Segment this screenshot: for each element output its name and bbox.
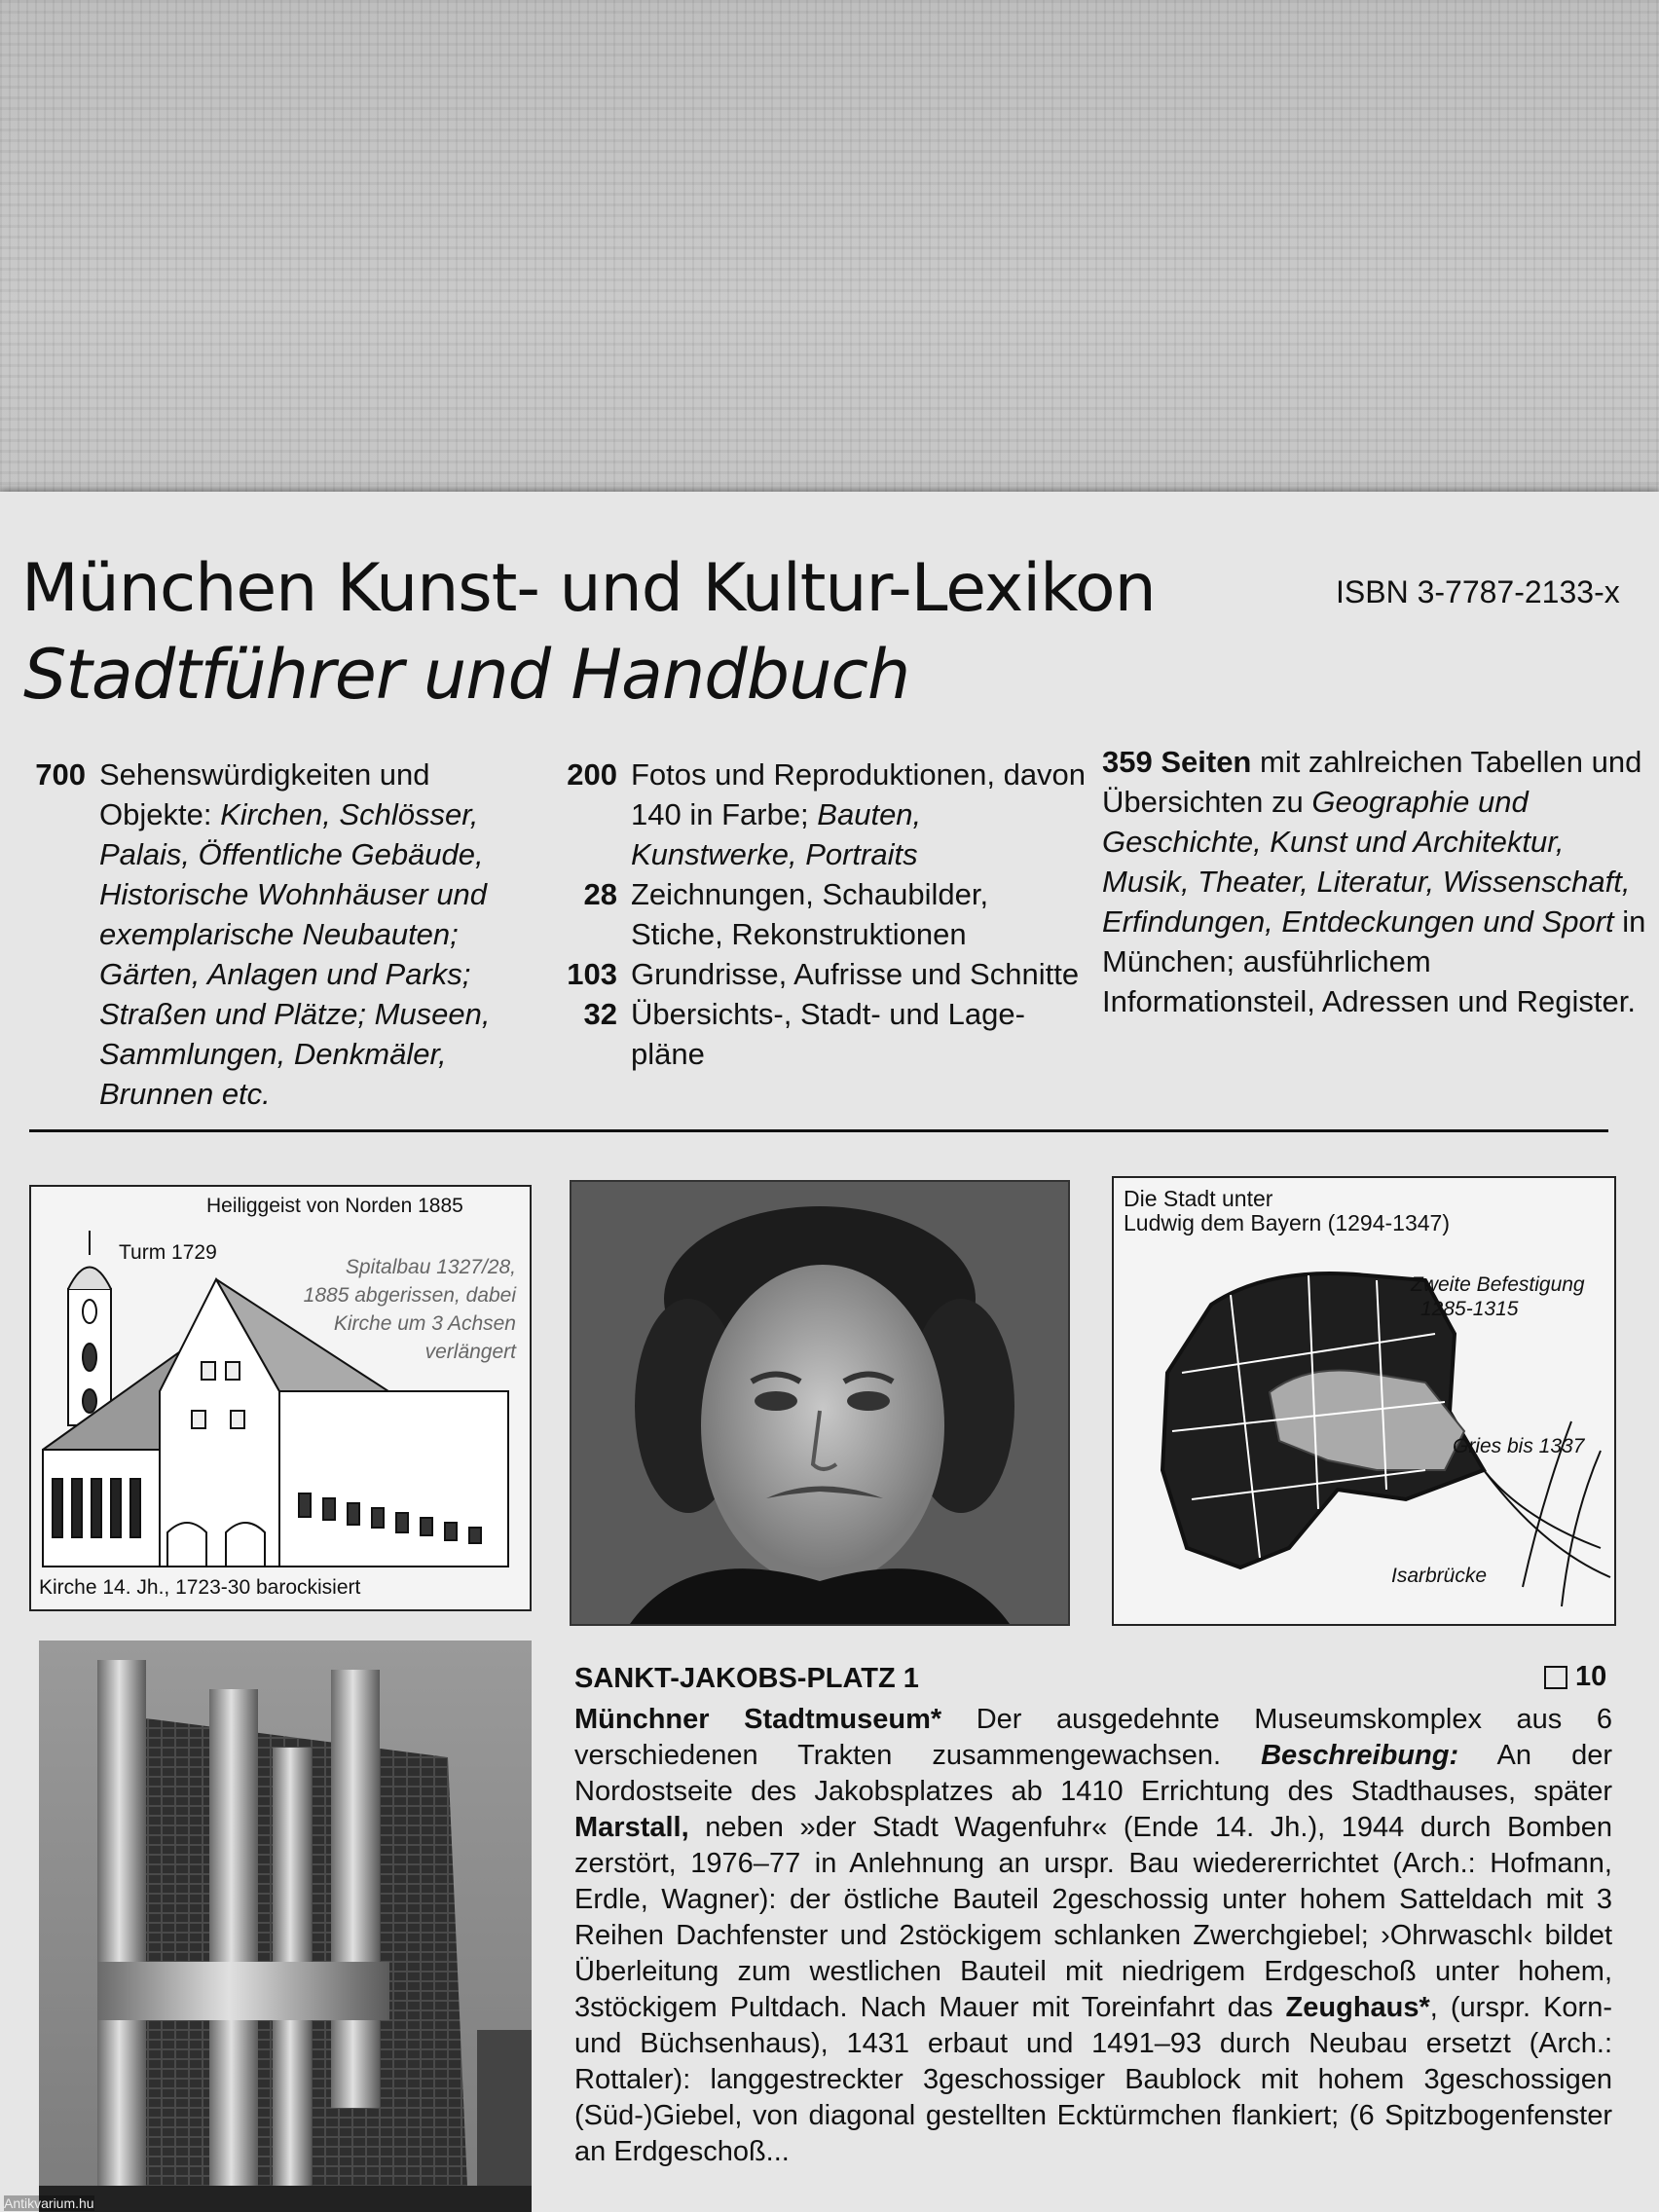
entry-marstall: Marstall, — [574, 1812, 689, 1843]
background-texture — [0, 0, 1659, 506]
feature-text: Grundrisse, Aufrisse und Schnitte — [631, 957, 1080, 991]
drawing-note-line: 1885 abgerissen, dabei — [303, 1284, 516, 1307]
feature-text: Übersichts-, Stadt- und Lage-pläne — [631, 997, 1025, 1071]
entry-text: , (urspr. Korn- und Büchsenhaus), 1431 erbaut und 1491–93 durch Neubau ersetzt (Arch.: Rottaler): langgestreckter 3geschossiger Baublock mit hohem 3geschossigen (Süd-)Giebel, von diagonal gestellten Ecktürmchen flankiert; (6 Spitzbogenfenster an Erdgeschoß... — [574, 1992, 1612, 2167]
drawing-note-line: Kirche um 3 Achsen — [333, 1312, 516, 1335]
entry-body — [574, 1702, 1612, 2170]
book-title: München Kunst- und Kultur-Lexikon — [21, 550, 1156, 627]
map-title: Ludwig dem Bayern (1294-1347) — [1124, 1210, 1450, 1235]
feature-count: 28 — [583, 877, 617, 911]
building-image — [39, 1641, 532, 2212]
feature-entry — [561, 994, 1087, 1074]
feature-text-plain: Sehenswürdigkeiten und Objekte: — [99, 757, 430, 831]
feature-count: 103 — [567, 957, 617, 991]
map-label-gries: Gries bis 1337 — [1453, 1435, 1585, 1457]
isbn: ISBN 3-7787-2133-x — [1336, 574, 1620, 609]
feature-text-italic: Geographie und Geschichte, Kunst und Architektur, Musik, Theater, Literatur, Wissenschaft, Erfindungen, Entdeckungen und Sport — [1102, 785, 1631, 939]
feature-text — [631, 755, 1087, 874]
portrait-image — [571, 1182, 1068, 1624]
drawing-caption-bottom: Kirche 14. Jh., 1723-30 barockisiert — [39, 1576, 361, 1599]
church-drawing — [31, 1187, 530, 1609]
drawing-label-tower: Turm 1729 — [119, 1241, 217, 1264]
entry-zeughaus: Zeughaus* — [1285, 1992, 1430, 2023]
drawing-title: Heiliggeist von Norden 1885 — [206, 1195, 463, 1217]
feature-column-1 — [21, 755, 547, 1114]
map-label-wall-years: 1285-1315 — [1420, 1298, 1519, 1320]
feature-count: 32 — [583, 997, 617, 1031]
feature-text-plain: Fotos und Reproduktionen, davon 140 in Farbe; — [631, 757, 1087, 831]
feature-column-2 — [561, 755, 1087, 1074]
checkbox-square-icon — [1544, 1666, 1567, 1689]
feature-column-3 — [1102, 742, 1647, 1021]
entry-address: SANKT-JAKOBS-PLATZ 1 — [574, 1663, 919, 1694]
city-map — [1114, 1178, 1614, 1624]
map-label-wall: Zweite Befestigung — [1411, 1273, 1585, 1296]
entry-number — [1544, 1661, 1606, 1693]
map-label-bridge: Isarbrücke — [1391, 1565, 1488, 1587]
page-count: 359 Seiten — [1102, 745, 1252, 779]
divider-rule — [29, 1129, 1608, 1132]
feature-entry — [21, 755, 547, 1114]
entry-text: Der ausgedehnte Museumskomplex aus 6 verschiedenen Trakten zusammengewachsen. — [574, 1704, 1612, 1771]
feature-text — [99, 755, 547, 1114]
drawing-note-line: verlängert — [424, 1341, 516, 1363]
book-subtitle: Stadtführer und Handbuch — [23, 635, 910, 715]
church-drawing-panel — [29, 1185, 532, 1611]
feature-entry — [561, 755, 1087, 874]
entry-name: Münchner Stadtmuseum* — [574, 1704, 942, 1735]
entry-text: An der Nordostseite des Jakobsplatzes ab 1410 Errichtung des Stadthauses, später — [574, 1740, 1612, 1807]
feature-count: 700 — [35, 757, 86, 792]
feature-text-plain: mit zahlreichen Tabellen und Übersichten zu — [1102, 745, 1642, 819]
feature-entry — [561, 954, 1087, 994]
drawing-note-line: Spitalbau 1327/28, — [345, 1256, 516, 1278]
building-photo — [39, 1641, 532, 2212]
feature-text-italic: Bauten, Kunstwerke, Portraits — [631, 797, 922, 871]
feature-entry — [561, 874, 1087, 954]
entry-description-label: Beschreibung: — [1261, 1740, 1459, 1771]
feature-count: 200 — [567, 757, 617, 792]
feature-text: Zeichnungen, Schaubilder, Stiche, Rekonstruktionen — [631, 877, 989, 951]
feature-text-italic: Kirchen, Schlösser, Palais, Öffentliche Gebäude, Historische Wohnhäuser und exemplarische Neubauten; Gärten, Anlagen und Parks; Straßen und Plätze; Museen, Sammlungen, Denkmäler, Brunnen etc. — [99, 797, 491, 1111]
feature-text-plain: in München; ausführlichem Informationsteil, Adressen und Register. — [1102, 904, 1646, 1018]
entry-text: neben »der Stadt Wagenfuhr« (Ende 14. Jh.), 1944 durch Bomben zerstört, 1976–77 in Anlehnung an urspr. Bau wiedererrichtet (Arch.: Hofmann, Erdle, Wagner): der östliche Bauteil 2geschossig unter hohem Satteldach mit 3 Reihen Dachfenster und 2stöckigem schlanken Zwerchgiebel; ›Ohrwaschl‹ bildet Überleitung zum westlichen Bauteil mit niedrigem Erdgeschoß unter hohem, 3stöckigem Pultdach. Nach Mauer mit Toreinfahrt das — [574, 1812, 1612, 2023]
watermark: Antikvarium.hu — [4, 2195, 94, 2211]
entry-number-value: 10 — [1575, 1661, 1607, 1692]
portrait-photo — [570, 1180, 1070, 1626]
map-title: Die Stadt unter — [1124, 1186, 1273, 1211]
city-map-panel — [1112, 1176, 1616, 1626]
